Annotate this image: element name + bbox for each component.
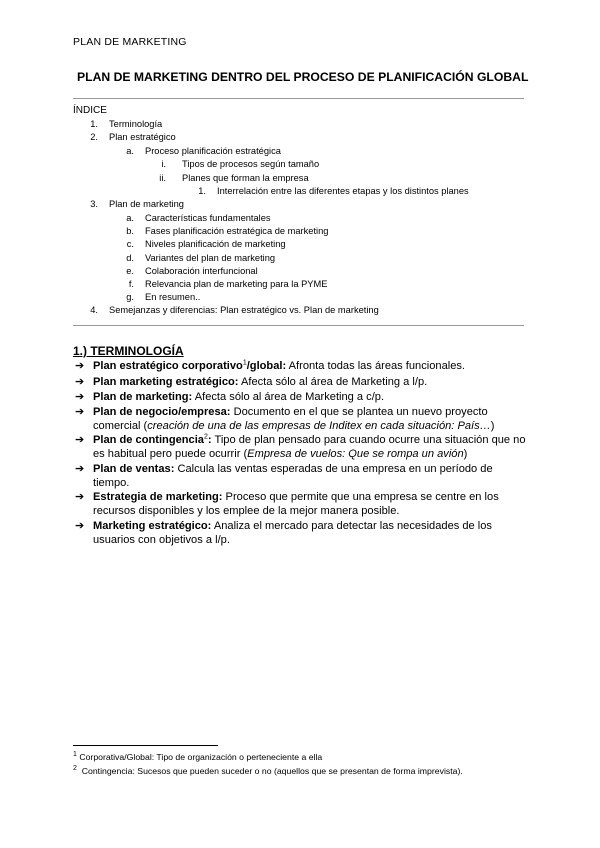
index-item-number: d.: [126, 253, 134, 263]
arrow-bullet-icon: ➔: [75, 434, 85, 446]
index-item-label: Terminología: [109, 119, 163, 129]
index-item-label: Colaboración interfuncional: [145, 266, 258, 276]
footnote-2: $^2$ Contingencia: Sucesos que pueden suceder o no (aquellos que se presentan de forma imprevista).: [73, 765, 463, 776]
arrow-bullet-icon: ➔: [75, 360, 85, 372]
arrow-bullet-icon: ➔: [75, 491, 85, 503]
definition-text: Analiza el mercado para detectar las necesidades de los usuarios con objetivos a l/p.: [93, 520, 492, 547]
index-item-label: Proceso planificación estratégica: [145, 146, 281, 156]
definition-text: Afronta todas las áreas funcionales.: [286, 360, 466, 372]
footnote-ref: 2: [203, 433, 208, 441]
definition-example: Empresa de vuelos: Que se rompa un avión: [247, 448, 464, 461]
index-item-number: a.: [126, 146, 134, 156]
definition-text: Calcula las ventas esperadas de una empresa en un período de tiempo.: [93, 463, 493, 490]
definition-text: Afecta sólo al área de Marketing a l/p.: [238, 376, 428, 388]
index-item-label: Relevancia plan de marketing para la PYME: [145, 279, 328, 289]
definition-term: Plan de marketing:: [93, 391, 193, 403]
index-item-number: i.: [161, 159, 166, 169]
definition-item: ➔ Plan estratégico corporativo$^1$/global: Afronta todas las áreas funcionales.: [75, 359, 466, 372]
index-item-number: 4.: [90, 305, 98, 315]
index-item-label: Plan estratégico: [109, 132, 176, 142]
definition-item: ➔ Plan de contingencia$^2$: Tipo de plan pensado para cuando ocurre una situación que no es habitual pero puede ocurrir (Empresa de vuelos: Que se rompa un avión): [75, 433, 526, 461]
index-item-label: Características fundamentales: [145, 213, 271, 223]
index-item-label: Niveles planificación de marketing: [145, 239, 286, 249]
index-heading: ÍNDICE: [73, 105, 107, 116]
index-item-number: e.: [126, 266, 134, 276]
definition-item: [75, 490, 527, 518]
index-item-number: b.: [126, 226, 134, 236]
definition-example: creación de una de las empresas de Inditex en cada situación: País…: [147, 420, 491, 433]
index-item-label: Tipos de procesos según tamaño: [182, 159, 320, 169]
definition-term: Plan marketing estratégico:: [93, 376, 239, 388]
index-item-label: Plan de marketing: [109, 199, 184, 209]
index-item-number: a.: [126, 213, 134, 223]
index-item-number: 2.: [90, 132, 98, 142]
arrow-bullet-icon: ➔: [75, 406, 85, 418]
definition-term: Marketing estratégico:: [93, 520, 212, 532]
running-header: PLAN DE MARKETING: [73, 36, 187, 48]
definition-item: [75, 390, 527, 404]
title-divider: [73, 98, 524, 99]
footnote-1: $^1$ Corporativa/Global: Tipo de organización o perteneciente a ella: [73, 751, 323, 762]
arrow-bullet-icon: ➔: [75, 376, 85, 388]
definition-item: [75, 375, 527, 389]
index-item-number: 1.: [90, 119, 98, 129]
definition-term: Estrategia de marketing:: [93, 491, 223, 503]
index-item-label: Fases planificación estratégica de marketing: [145, 226, 329, 236]
section-title: 1.) TERMINOLOGÍA: [73, 344, 184, 358]
index-item-label: En resumen..: [145, 292, 201, 302]
footnote-ref: 1: [242, 359, 247, 367]
index-item-label: Planes que forman la empresa: [182, 173, 309, 183]
index-divider: [73, 325, 524, 326]
index-item-number: f.: [128, 279, 134, 289]
definition-text: Tipo de plan pensado para cuando ocurre una situación que no es habitual pero puede ocurrir (: [93, 434, 526, 461]
index-item-number: 1.: [198, 186, 206, 196]
index-item-number: g.: [126, 292, 134, 302]
arrow-bullet-icon: ➔: [75, 463, 85, 475]
definition-term: Plan de ventas:: [93, 463, 175, 475]
index-item-number: ii.: [159, 173, 166, 183]
index-item-label: Interrelación entre las diferentes etapas y los distintos planes: [217, 186, 469, 196]
definition-text: Afecta sólo al área de Marketing a c/p.: [192, 391, 385, 403]
definition-item: ➔ Plan de negocio/empresa: Documento en el que se plantea un nuevo proyecto comercial (creación de una de las empresas de Inditex en cada situación: País…): [75, 406, 495, 433]
arrow-bullet-icon: ➔: [75, 520, 85, 532]
index-item-label: Variantes del plan de marketing: [145, 253, 276, 263]
definition-term: Plan estratégico corporativo: [93, 360, 243, 372]
definition-item: [75, 462, 527, 490]
arrow-bullet-icon: ➔: [75, 391, 85, 403]
definition-term: Plan de negocio/empresa:: [93, 406, 231, 418]
document-title: PLAN DE MARKETING DENTRO DEL PROCESO DE PLANIFICACIÓN GLOBAL: [77, 70, 529, 84]
definition-term: Plan de contingencia: [93, 434, 204, 446]
index-item-number: c.: [126, 239, 134, 249]
footnote-separator: [73, 745, 218, 746]
definition-text: Proceso que permite que una empresa se centre en los recursos disponibles y los emplee de la mejor manera posible.: [93, 491, 499, 518]
index-item-number: 3.: [90, 199, 98, 209]
definition-item: [75, 519, 527, 547]
definition-text: Documento en el que se plantea un nuevo proyecto comercial (: [93, 406, 488, 433]
index-item-label: Semejanzas y diferencias: Plan estratégico vs. Plan de marketing: [109, 305, 379, 315]
